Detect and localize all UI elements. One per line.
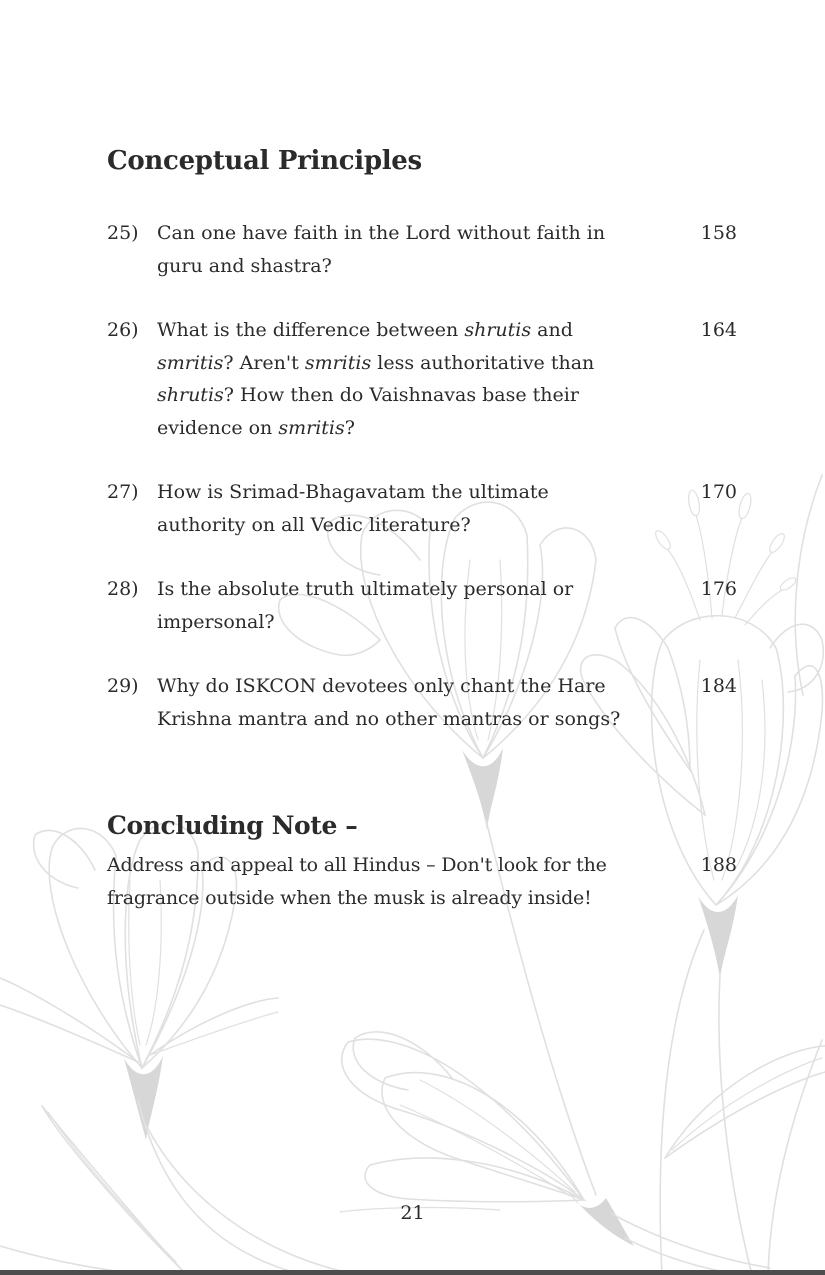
toc-entry-text — [157, 314, 652, 444]
toc-list — [107, 217, 737, 735]
toc-entry — [107, 476, 737, 541]
toc-entry-number: 26) — [107, 319, 139, 341]
text-segment: Is the absolute truth ultimately personal or — [157, 578, 574, 600]
concluding-row — [107, 849, 737, 914]
text-segment: How is Srimad-Bhagavatam the ultimate — [157, 481, 549, 503]
text-segment: ? Aren't — [223, 351, 305, 374]
text-segment: ? — [344, 416, 355, 439]
italic-term: shrutis — [157, 384, 224, 406]
toc-entry-text — [157, 670, 652, 735]
text-segment: authority on all Vedic literature? — [157, 513, 471, 536]
text-segment: and — [531, 319, 573, 341]
toc-entry-page-ref: 176 — [700, 578, 737, 600]
text-segment: ? How then do Vaishnavas base their — [223, 384, 579, 406]
toc-entry-page-ref: 158 — [700, 222, 737, 244]
toc-entry-number: 29) — [107, 675, 139, 697]
bottom-left-leaf-illustration — [0, 1106, 182, 1275]
section-title: Conceptual Principles — [107, 146, 422, 176]
concluding-heading: Concluding Note – — [107, 811, 358, 840]
bottom-edge-bar — [0, 1270, 825, 1275]
text-segment: fragrance outside when the musk is already inside! — [107, 886, 592, 909]
toc-entry-text — [157, 573, 652, 638]
toc-entry-text — [157, 476, 652, 541]
page-number: 21 — [400, 1202, 425, 1224]
italic-term: shrutis — [464, 319, 532, 341]
text-segment: Address and appeal to all Hindus – Don't look for the — [107, 854, 607, 876]
text-segment: What is the difference between — [157, 319, 465, 341]
toc-entry-page-ref: 164 — [700, 319, 737, 341]
text-segment: guru and shastra? — [157, 254, 332, 277]
toc-entry-page-ref: 184 — [700, 675, 737, 697]
toc-entry — [107, 217, 737, 282]
toc-entry — [107, 670, 737, 735]
concluding-page-ref: 188 — [700, 854, 737, 876]
bottom-tulip-illustration — [340, 1032, 770, 1274]
italic-term: smritis — [278, 416, 345, 439]
text-segment: less authoritative than — [371, 351, 595, 374]
italic-term: smritis — [304, 351, 372, 374]
toc-entry-page-ref: 170 — [700, 481, 737, 503]
toc-entry-text — [157, 217, 652, 282]
concluding-text — [107, 849, 667, 914]
toc-entry-number: 28) — [107, 578, 139, 600]
text-segment: impersonal? — [157, 610, 275, 633]
toc-entry — [107, 314, 737, 444]
italic-term: smritis — [157, 351, 224, 374]
page-content — [107, 146, 737, 914]
toc-entry-number: 25) — [107, 222, 139, 244]
text-segment: Krishna mantra and no other mantras or songs? — [157, 707, 621, 730]
concluding-note-section — [107, 811, 737, 914]
text-segment: Can one have faith in the Lord without faith in — [157, 222, 606, 244]
text-segment: evidence on — [157, 416, 279, 439]
toc-entry — [107, 573, 737, 638]
text-segment: Why do ISKCON devotees only chant the Hare — [157, 675, 606, 697]
toc-entry-number: 27) — [107, 481, 139, 503]
